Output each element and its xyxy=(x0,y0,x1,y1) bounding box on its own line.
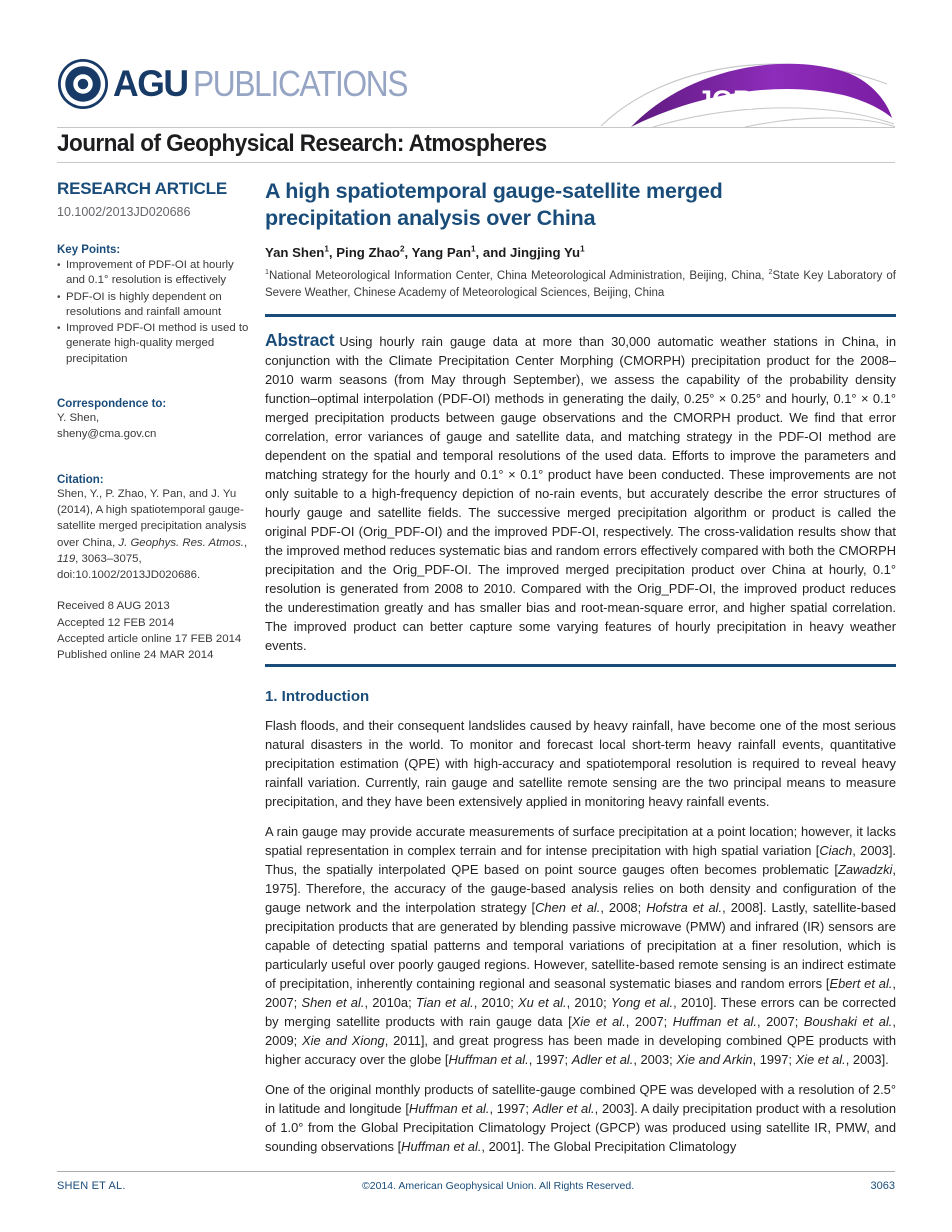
divider-rule xyxy=(265,664,896,667)
history-received: Received 8 AUG 2013 xyxy=(57,600,170,613)
history-accepted: Accepted 12 FEB 2014 xyxy=(57,616,175,629)
correspondence-email-link[interactable]: sheny@cma.gov.cn xyxy=(57,428,157,441)
footer-page-number: 3063 xyxy=(870,1180,895,1192)
agu-globe-icon xyxy=(57,58,109,110)
page-footer xyxy=(57,1180,895,1192)
key-point-item: • Improvement of PDF-OI at hourly and 0.1° resolution is effectively xyxy=(57,258,254,289)
correspondence-section xyxy=(57,398,254,443)
citation-section xyxy=(57,474,254,584)
history-accepted-online: Accepted article online 17 FEB 2014 xyxy=(57,633,242,646)
header-rule-bottom xyxy=(57,162,895,163)
intro-paragraph-3: One of the original monthly products of satellite-gauge combined QPE was developed with a resolution of 2.5° in latitude and longitude [Huffman et al., 1997; Adler et al., 2003]. A daily precipitation product with a resolution of 1.0° from the Global Precipitation Climatology Project (GPCP) was produced using satellite IR, PMW, and sounding observations [Huffman et al., 2001]. The Global Precipitation Climatology xyxy=(265,1082,897,1154)
abstract-heading: Abstract xyxy=(265,330,335,350)
key-point-item: • PDF-OI is highly dependent on resolutions and rainfall amount xyxy=(57,290,254,321)
abstract-paragraph xyxy=(265,331,896,655)
citation-text: Shen, Y., P. Zhao, Y. Pan, and J. Yu (2014), A high spatiotemporal gauge-satellite merged precipitation analysis over China, J. Geophys. Res. Atmos., 119, 3063–3075, doi:10.1002/2013JD020686. xyxy=(57,487,248,582)
badge-arc-bottom xyxy=(745,118,895,127)
doi-link[interactable]: 10.1002/2013JD020686 xyxy=(57,205,191,219)
affiliations: $^1$National Meteorological Information Center, China Meteorological Administration, Beijing, China, $^2$State Key Laboratory of Severe Weather, Chinese Academy of Meteorological Sciences, Beijing, China xyxy=(265,268,896,299)
correspondence-heading: Correspondence to: xyxy=(57,398,167,411)
history-published-online: Published online 24 MAR 2014 xyxy=(57,649,214,662)
key-points-heading: Key Points: xyxy=(57,244,121,256)
footer-rule xyxy=(57,1171,895,1172)
badge-label: JGR xyxy=(697,85,753,115)
logo-publications-text: PUBLICATIONS xyxy=(192,63,407,104)
key-point-item: • Improved PDF-OI method is used to generate high-quality merged precipitation xyxy=(57,321,254,367)
article-info-sidebar xyxy=(57,179,254,664)
article-body xyxy=(265,178,896,1156)
intro-paragraph-1: Flash floods, and their consequent landslides caused by heavy rainfall, have become one of the most serious natural disasters in the world. To monitor and forecast local short-term heavy rainfall events, quantitative precipitation estimation (QPE) with high-accuracy and spatiotemporal resolution is required to reveal heavy rainfall variation. Currently, rain gauge and satellite remote sensing are the two principal means to measure precipitation, and they have been extensively applied in monitoring heavy rainfall events. xyxy=(265,718,896,809)
section-heading-introduction: 1. Introduction xyxy=(265,688,370,705)
intro-paragraph-2: A rain gauge may provide accurate measurements of surface precipitation at a point location; however, it lacks spatial representation in complex terrain and for intense precipitation with high spatial variation [Ciach, 2003]. Thus, the spatially interpolated QPE based on point source gauges often becomes problematic [Zawadzki, 1975]. Therefore, the accuracy of the gauge-based analysis relies on both density and configuration of the gauge network and the interpolation strategy [Chen et al., 2008; Hofstra et al., 2008]. Lastly, satellite-based precipitation products that are generated by blending passive microwave (PMW) and infrared (IR) sensors are capable of detecting spatial patterns and temporal variations of precipitation at a finer resolution, which is particularly useful over poorly gauged regions. However, satellite-based remote sensing is an indirect estimate of precipitation, inherently containing regional and seasonal systematic biases and random errors [Ebert et al., 2007; Shen et al., 2010a; Tian et al., 2010; Xu et al., 2010; Yong et al., 2010]. These errors can be corrected by merging satellite products with rain gauge data [Xie et al., 2007; Huffman et al., 2007; Boushaki et al., 2009; Xie and Xiong, 2011], and great progress has been made in developing combined QPE products with higher accuracy over the globe [Huffman et al., 1997; Adler et al., 2003; Xie and Arkin, 1997; Xie et al., 2003]. xyxy=(265,824,897,1067)
key-points-section xyxy=(57,244,254,367)
citation-heading: Citation: xyxy=(57,473,104,486)
header-rule-top xyxy=(57,127,895,128)
publication-history xyxy=(57,598,254,663)
key-points-list xyxy=(57,258,254,367)
divider-rule xyxy=(265,314,896,317)
footer-copyright: ©2014. American Geophysical Union. All Rights Reserved. xyxy=(362,1180,635,1192)
author-list: Yan Shen$^1$, Ping Zhao$^2$, Yang Pan$^1$, and Jingjing Yu$^1$ xyxy=(265,244,585,260)
paper-title: A high spatiotemporal gauge-satellite merged precipitation analysis over China xyxy=(265,179,723,230)
logo-agu-text: AGU xyxy=(113,63,188,104)
article-type-label: RESEARCH ARTICLE xyxy=(57,179,227,198)
correspondence-name: Y. Shen, xyxy=(57,412,100,425)
jgr-journal-badge xyxy=(595,56,895,128)
abstract-text: Using hourly rain gauge data at more than 30,000 automatic weather stations in China, in conjunction with the Climate Precipitation Center Morphing (CMORPH) precipitation product for the 2008–2010 warm seasons (from May through September), we assess the capability of the probability density function–optimal interpolation (PDF-OI) methods in generating the daily, 0.25° × 0.25° and hourly, 0.1° × 0.1° merged precipitation products between gauge observations and the CMORPH product. We find that error correlation, error variances of gauge and satellite data, and matching strategy in the PDF-OI method are dependent on the spatial and temporal resolutions of the used data. Efforts to improve the parameters and matching strategy for the hourly and 0.1° × 0.1° product have been conducted. These improvements are not only suitable to a high-frequency depiction of no-rain events, but accurately describe the error structures of hourly gauge and satellite fields. The successive merged precipitation algorithm or product is called the original PDF-OI (Orig_PDF-OI) and the improved PDF-OI, respectively. The cross-validation results show that the improved method reduces systematic bias and random errors effectively compared with both the CMORPH precipitation and the Orig_PDF-OI. The improved merged precipitation product over China at hourly, 0.1° resolution is generated from 2008 to 2010. Compared with the Orig_PDF-OI, the improved product reduces the underestimation greatly and has smaller bias and root-mean-square error, and higher spatial correlation. The improved product can better capture some varying features of hourly precipitation in heavy weather events. xyxy=(265,334,896,653)
journal-title: Journal of Geophysical Research: Atmospheres xyxy=(57,130,547,157)
footer-running-authors: SHEN ET AL. xyxy=(57,1180,126,1192)
badge-arc-lower xyxy=(653,108,894,127)
agu-publications-logo xyxy=(57,58,436,110)
